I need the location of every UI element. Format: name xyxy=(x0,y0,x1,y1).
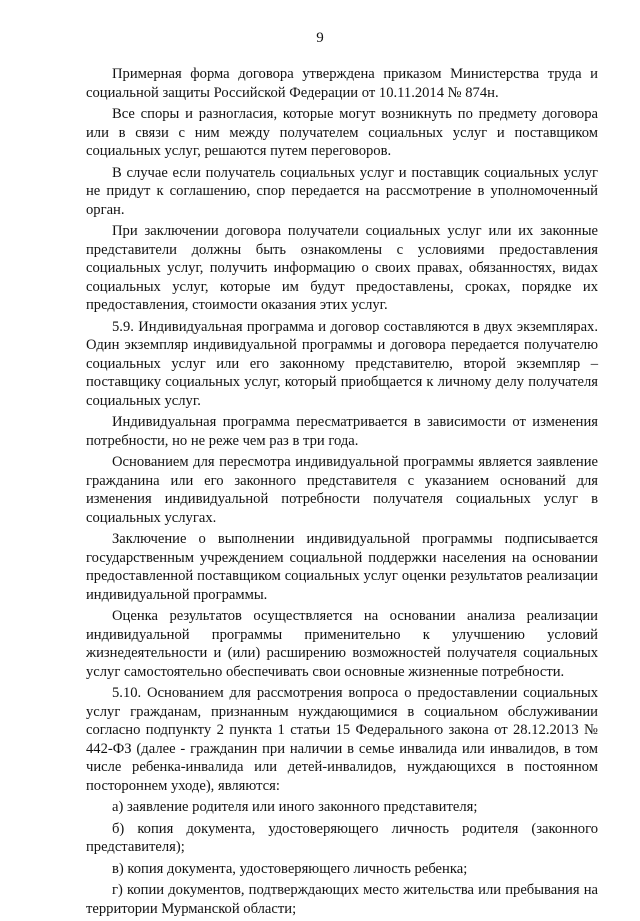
paragraph-5-10: 5.10. Основанием для рассмотрения вопроса о предоставлении социальных услуг гражданам, признанным нуждающимися в социальном обслуживании согласно подпункту 2 пункта 1 статьи 15 Федерального закона от 28.12.2013 № 442-ФЗ (далее - гражданин при наличии в семье инвалида или инвалидов, в том числе ребенка-инвалида или детей-инвалидов, нуждающихся в постоянном постороннем уходе), являются: xyxy=(86,685,598,794)
list-item-v: в) копия документа, удостоверяющего личность ребенка; xyxy=(112,860,468,877)
paragraph-disputes: Все споры и разногласия, которые могут возникнуть по предмету договора или в связи с ним между получателем социальных услуг и поставщиком социальных услуг, решаются путем переговоров. xyxy=(86,106,598,159)
list-item-g: г) копии документов, подтверждающих место жительства или пребывания на территории Мурманской области; xyxy=(86,882,598,917)
paragraph-evaluation: Оценка результатов осуществляется на основании анализа реализации индивидуальной программы применительно к улучшению условий жизнедеятельности и (или) расширению возможностей получателя социальных услуг самостоятельно обеспечивать свои основные жизненные потребности. xyxy=(86,608,598,680)
paragraph-program-review: Индивидуальная программа пересматривается в зависимости от изменения потребности, но не реже чем раз в три года. xyxy=(86,414,598,449)
paragraph-form-approval: Примерная форма договора утверждена приказом Министерства труда и социальной защиты Российской Федерации от 10.11.2014 № 874н. xyxy=(86,66,598,101)
paragraph-review-basis: Основанием для пересмотра индивидуальной программы является заявление гражданина или его законного представителя с указанием оснований для изменения индивидуальной потребности получателя социальных услуг в социальных услугах. xyxy=(86,454,598,526)
list-item-b: б) копия документа, удостоверяющего личность родителя (законного представителя); xyxy=(86,820,598,855)
paragraph-no-agreement: В случае если получатель социальных услуг и поставщик социальных услуг не придут к соглашению, спор передается на рассмотрение в уполномоченный орган. xyxy=(86,164,598,218)
paragraph-contract-familiarization: При заключении договора получатели социальных услуг или их законные представители должны быть ознакомлены с условиями предоставления социальных услуг, получить информацию о своих правах, обязанностях, видах социальных услуг, которые им будут предоставлены, сроках, порядке их предоставления, стоимости оказания этих услуг. xyxy=(86,223,598,313)
document-body xyxy=(86,65,598,921)
paragraph-conclusion: Заключение о выполнении индивидуальной программы подписывается государственным учреждением социальной поддержки населения на основании предоставленной поставщиком социальных услуг оценки результатов реализации индивидуальной программы. xyxy=(86,531,598,603)
paragraph-5-9: 5.9. Индивидуальная программа и договор составляются в двух экземплярах. Один экземпляр индивидуальной программы и договора передается получателю социальных услуг или его законному представителю, второй экземпляр – поставщику социальных услуг, который приобщается к личному делу получателя социальных услуг. xyxy=(86,318,598,409)
page-number: 9 xyxy=(316,30,324,46)
list-item-a: а) заявление родителя или иного законного представителя; xyxy=(112,799,478,815)
